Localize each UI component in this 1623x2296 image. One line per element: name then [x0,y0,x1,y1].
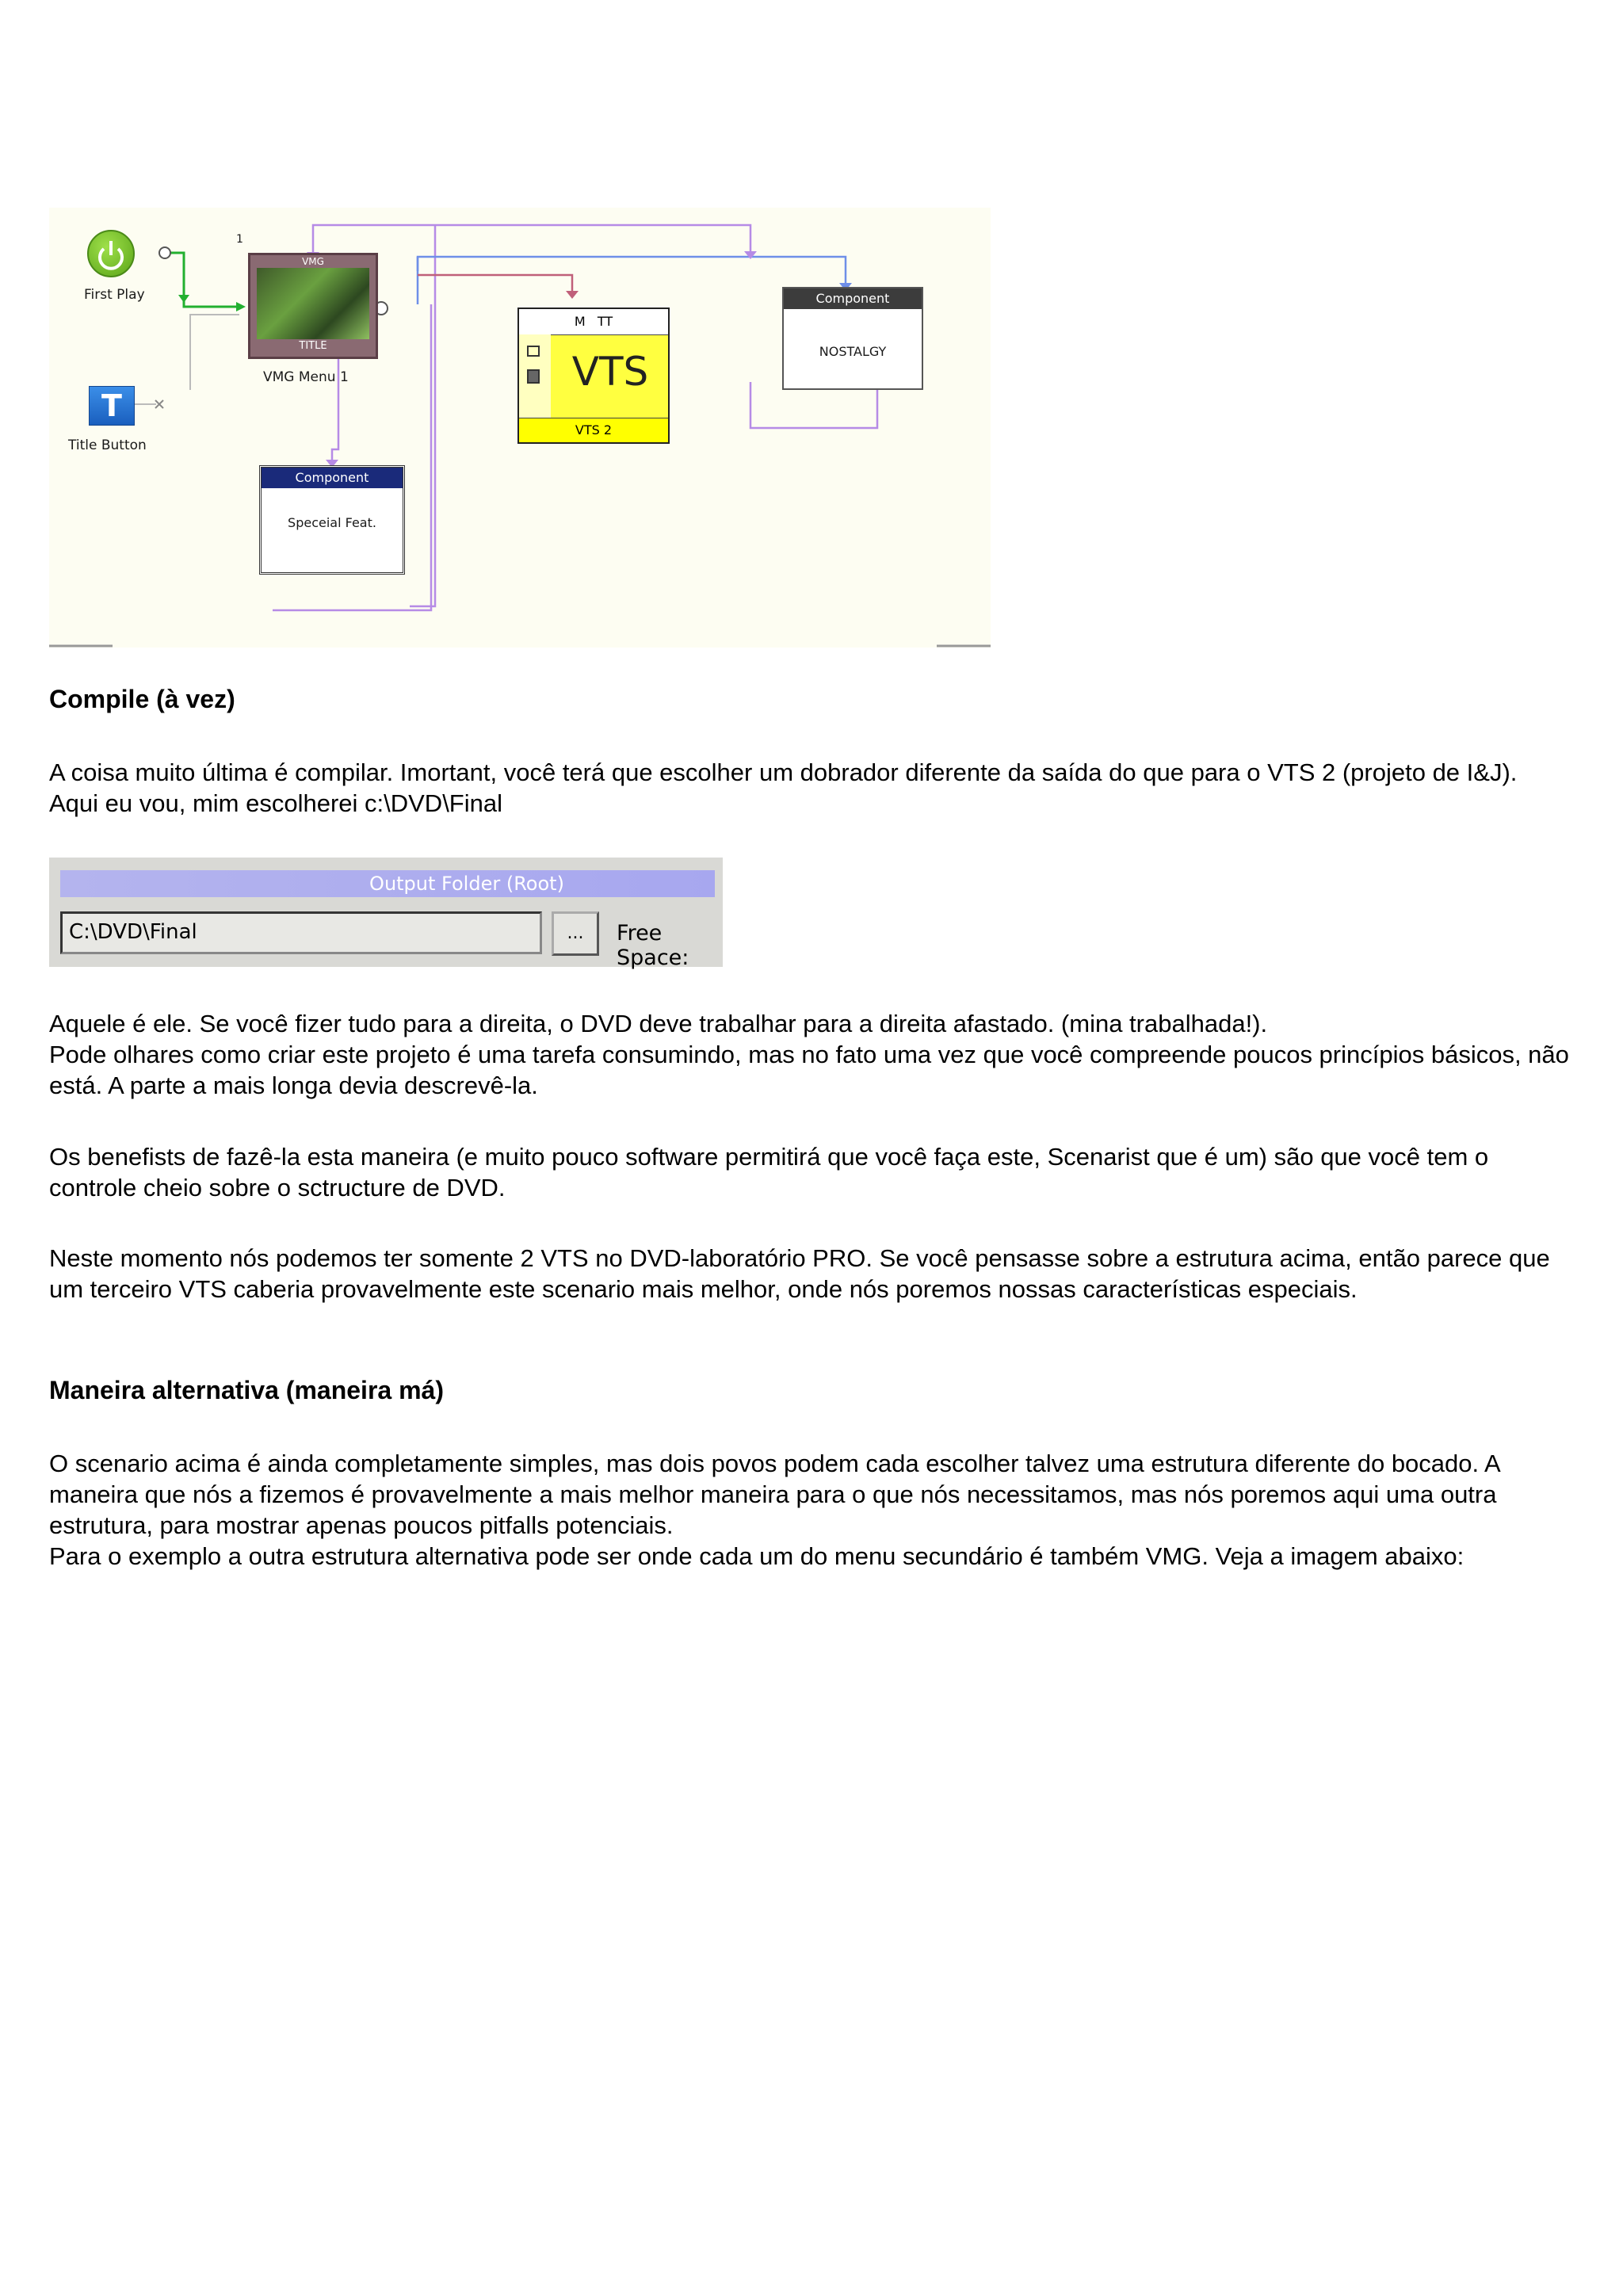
component-nostalgy[interactable] [782,287,923,390]
first-play-icon[interactable] [87,230,135,277]
output-folder-path-field[interactable]: C:\DVD\Final [60,911,542,954]
vmg-number: 1 [236,233,243,246]
vts2-footer: VTS 2 [519,418,668,442]
browse-button[interactable]: ... [552,911,599,956]
title-button-icon[interactable]: T [89,386,135,426]
paragraph-exemplo: Para o exemplo a outra estrutura alternativa pode ser onde cada um do menu secundário é também VMG. Veja a imagem abaixo: [49,1542,1465,1570]
compile-paragraph: A coisa muito última é compilar. Imortant, você terá que escolher um dobrador diferente da saída do que para o VTS 2 (projeto de I&J). Aqui eu vou, mim escolherei c:\DVD\Final [49,758,1518,817]
component-special-name: Speceial Feat. [288,515,376,530]
vts2-big-label: VTS [571,349,649,395]
component-nostalgy-header: Component [784,288,922,309]
alternative-heading: Maneira alternativa (maneira má) [49,1376,444,1404]
vmg-thumbnail [257,268,369,339]
title-button-label: Title Button [68,437,147,453]
free-space-label: Free Space: [617,921,689,970]
vmg-menu-label: VMG Menu 1 [263,369,349,385]
paragraph-scenario: O scenario acima é ainda completamente simples, mas dois povos podem cada escolher talvez uma estrutura diferente do bocado. A maneira que nós a fizemos é provavelmente a mais melhor maneira para o que nós necessitamos, mas nós poremos aqui uma outra estrutura, para mostrar apenas poucos pitfalls potenciais. [49,1450,1499,1539]
compile-heading: Compile (à vez) [49,685,235,713]
paragraph-benefists: Os benefists de fazê-la esta maneira (e muito pouco software permitirá que você faça este, Scenarist que é um) são que você tem o controle cheio sobre o sctructure de DVD. [49,1143,1489,1201]
component-special-features[interactable] [259,465,405,575]
vts2-menu-icon [527,346,540,357]
vts2-node[interactable] [517,308,670,444]
vts2-header: M TT [519,309,668,335]
paragraph-neste: Neste momento nós podemos ter somente 2 VTS no DVD-laboratório PRO. Se você pensasse sobre a estrutura acima, então parece que um terceiro VTS caberia provavelmente este scenario mais melhor, onde nós poremos nossas características especiais. [49,1244,1550,1303]
dvd-structure-diagram [49,208,991,648]
vmg-menu-node[interactable] [248,253,378,359]
paragraph-aquele: Aquele é ele. Se você fizer tudo para a direita, o DVD deve trabalhar para a direita afastado. (mina trabalhada!). [49,1010,1268,1037]
component-nostalgy-name: NOSTALGY [819,344,887,359]
component-special-header: Component [262,468,403,488]
output-folder-header: Output Folder (Root) [60,870,715,897]
first-play-label: First Play [84,287,145,303]
paragraph-pode-olhares: Pode olhares como criar este projeto é uma tarefa consumindo, mas no fato uma vez que você compreende poucos princípios básicos, não está. A parte a mais longa devia descrevê-la. [49,1041,1569,1099]
vmg-tag: VMG [302,256,324,267]
vts2-title-icon [527,369,540,384]
output-folder-panel [49,858,723,970]
vmg-title-strip: TITLE [299,340,327,352]
